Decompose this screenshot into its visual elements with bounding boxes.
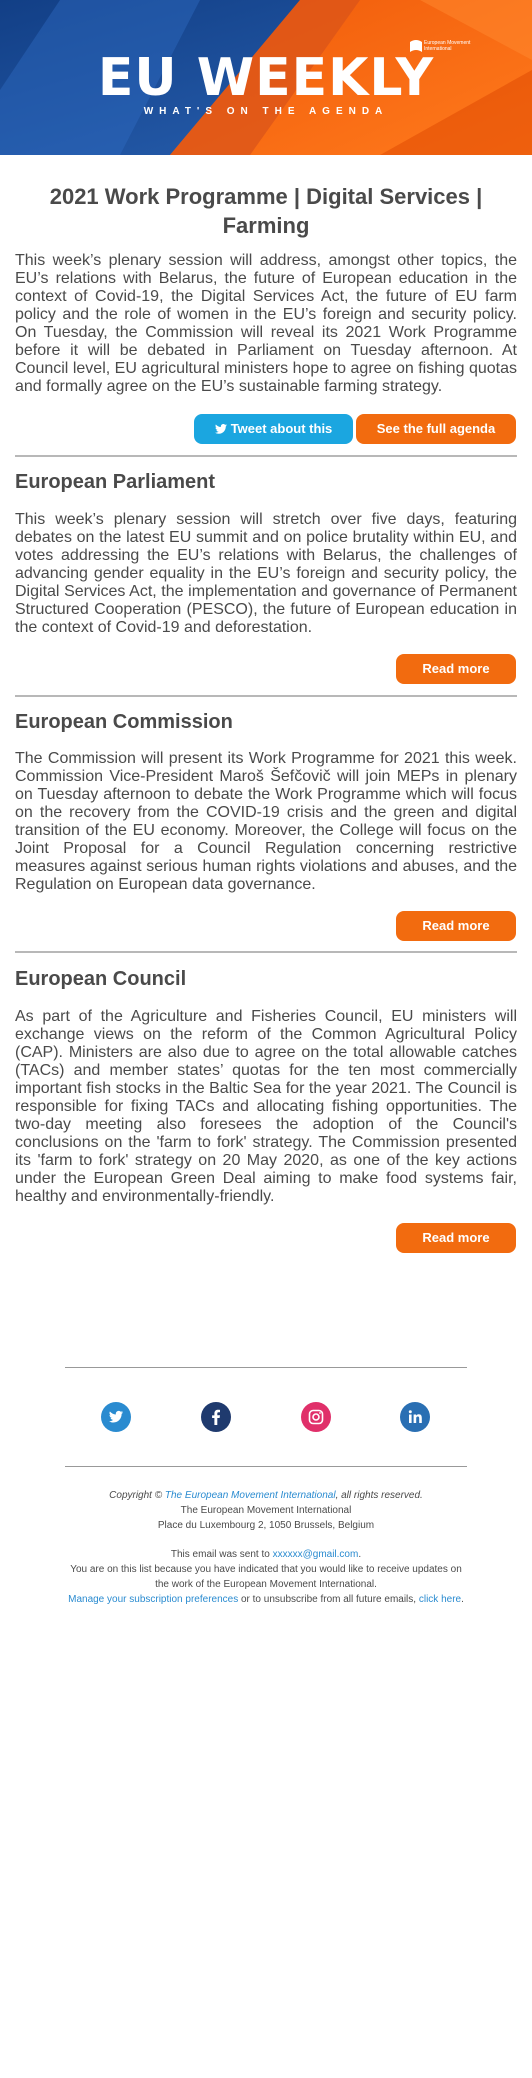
facebook-icon [201, 1402, 231, 1432]
unsubscribe-line [40, 1592, 492, 1607]
instagram-icon [301, 1402, 331, 1432]
emi-logo-text: European Movement International [424, 40, 471, 52]
twitter-icon [101, 1402, 131, 1432]
read-more-commission-button[interactable]: Read more [396, 911, 516, 941]
copyright-line [40, 1488, 492, 1503]
unsubscribe-end: . [461, 1594, 464, 1605]
header-banner [0, 0, 532, 155]
footer-divider [65, 1466, 467, 1467]
intro-text: This week’s plenary session will address, amongst other topics, the EU’s relations with Belarus, the future of European education in the context of Covid-19, the Digital Services Act, the future of EU farm policy and the role of women in the EU’s foreign and security policy. On Tuesday, the Commission will reveal its 2021 Work Programme before it will be debated in Parliament on Tuesday afternoon. At Council level, EU agricultural ministers hope to agree on fishing quotas and formally agree on the EU’s sustainable farming strategy. [15, 252, 517, 395]
instagram-link[interactable] [301, 1402, 331, 1432]
section-text-council: As part of the Agriculture and Fisheries Council, EU ministers will exchange views on the reform of the Common Agricultural Policy (CAP). Ministers are also due to agree on the total allowable catches (TACs) and member states’ quotas for the ten most commercially important fish stocks in the Baltic Sea for the year 2021. The Council is responsible for fixing TACs and allocating fishing opportunities. The two-day meeting also foresees the adoption of the Council's conclusions on the 'farm to fork' strategy. The Commission presented its 'farm to fork' strategy on 20 May 2020, as one of the key actions under the European Green Deal aiming to make food systems fair, healthy and environmentally-friendly. [15, 1008, 517, 1205]
email-link[interactable]: xxxxxx@gmail.com [272, 1549, 359, 1560]
divider [15, 951, 517, 953]
section-text-commission: The Commission will present its Work Programme for 2021 this week. Commission Vice-President Maroš Šefčovič will join MEPs in plenary on Tuesday afternoon to debate the Work Programme which will focus on the recovery from the COVID-19 crisis and the green and digital transition of the EU economy. Moreover, the College will focus on the Joint Proposal for a Council Regulation concerning restrictive measures against serious human rights violations and abuses, and the Regulation on European data governance. [15, 750, 517, 893]
copyright-suffix: , all rights reserved. [335, 1490, 423, 1501]
twitter-bird-icon [215, 424, 227, 434]
section-text-parliament: This week’s plenary session will stretch over five days, featuring debates on the latest EU summit and on police brutality within EU, and votes addressing the EU’s relations with Belarus, the challenges of advancing gender equality in the EU’s foreign and security policy, the Digital Services Act, the implementation and governance of Permanent Structured Cooperation (PESCO), the future of European education in the context of Covid-19 and deforestation. [15, 511, 517, 636]
linkedin-icon [400, 1402, 430, 1432]
footer-org-name: The European Movement International [180, 1505, 352, 1516]
newsletter-logo: EU WEEKLY [97, 48, 435, 108]
section-title-council: European Council [15, 968, 187, 990]
sent-to-prefix: This email was sent to [170, 1549, 270, 1560]
section-title-parliament: European Parliament [15, 471, 216, 493]
twitter-link[interactable] [101, 1402, 131, 1432]
copyright-org-link[interactable]: The European Movement International [164, 1490, 336, 1501]
unsubscribe-text: or to unsubscribe from all future emails, [240, 1594, 417, 1605]
linkedin-link[interactable] [400, 1402, 430, 1432]
tweet-button-label: Tweet about this [230, 421, 333, 436]
copyright-prefix: Copyright © [109, 1490, 163, 1501]
facebook-link[interactable] [201, 1402, 231, 1432]
section-title-commission: European Commission [15, 711, 233, 733]
read-more-council-button[interactable]: Read more [396, 1223, 516, 1253]
page-title: 2021 Work Programme | Digital Services | Farming [49, 184, 483, 238]
manage-preferences-link[interactable]: Manage your subscription preferences [68, 1594, 239, 1605]
unsubscribe-link[interactable]: click here [418, 1594, 462, 1605]
subscription-reason: You are on this list because you have indicated that you would like to receive updates on the work of the European Movement International. [70, 1564, 462, 1590]
read-more-parliament-button[interactable]: Read more [396, 654, 516, 684]
sent-to-suffix: . [358, 1549, 362, 1560]
sent-to-line [40, 1547, 492, 1562]
divider [15, 455, 517, 457]
divider [15, 695, 517, 697]
newsletter-tagline: WHAT'S ON THE AGENDA [143, 106, 389, 117]
footer-address: Place du Luxembourg 2, 1050 Brussels, Belgium [157, 1520, 375, 1531]
tweet-button[interactable] [194, 414, 353, 444]
footer-divider [65, 1367, 467, 1368]
full-agenda-button[interactable]: See the full agenda [356, 414, 516, 444]
